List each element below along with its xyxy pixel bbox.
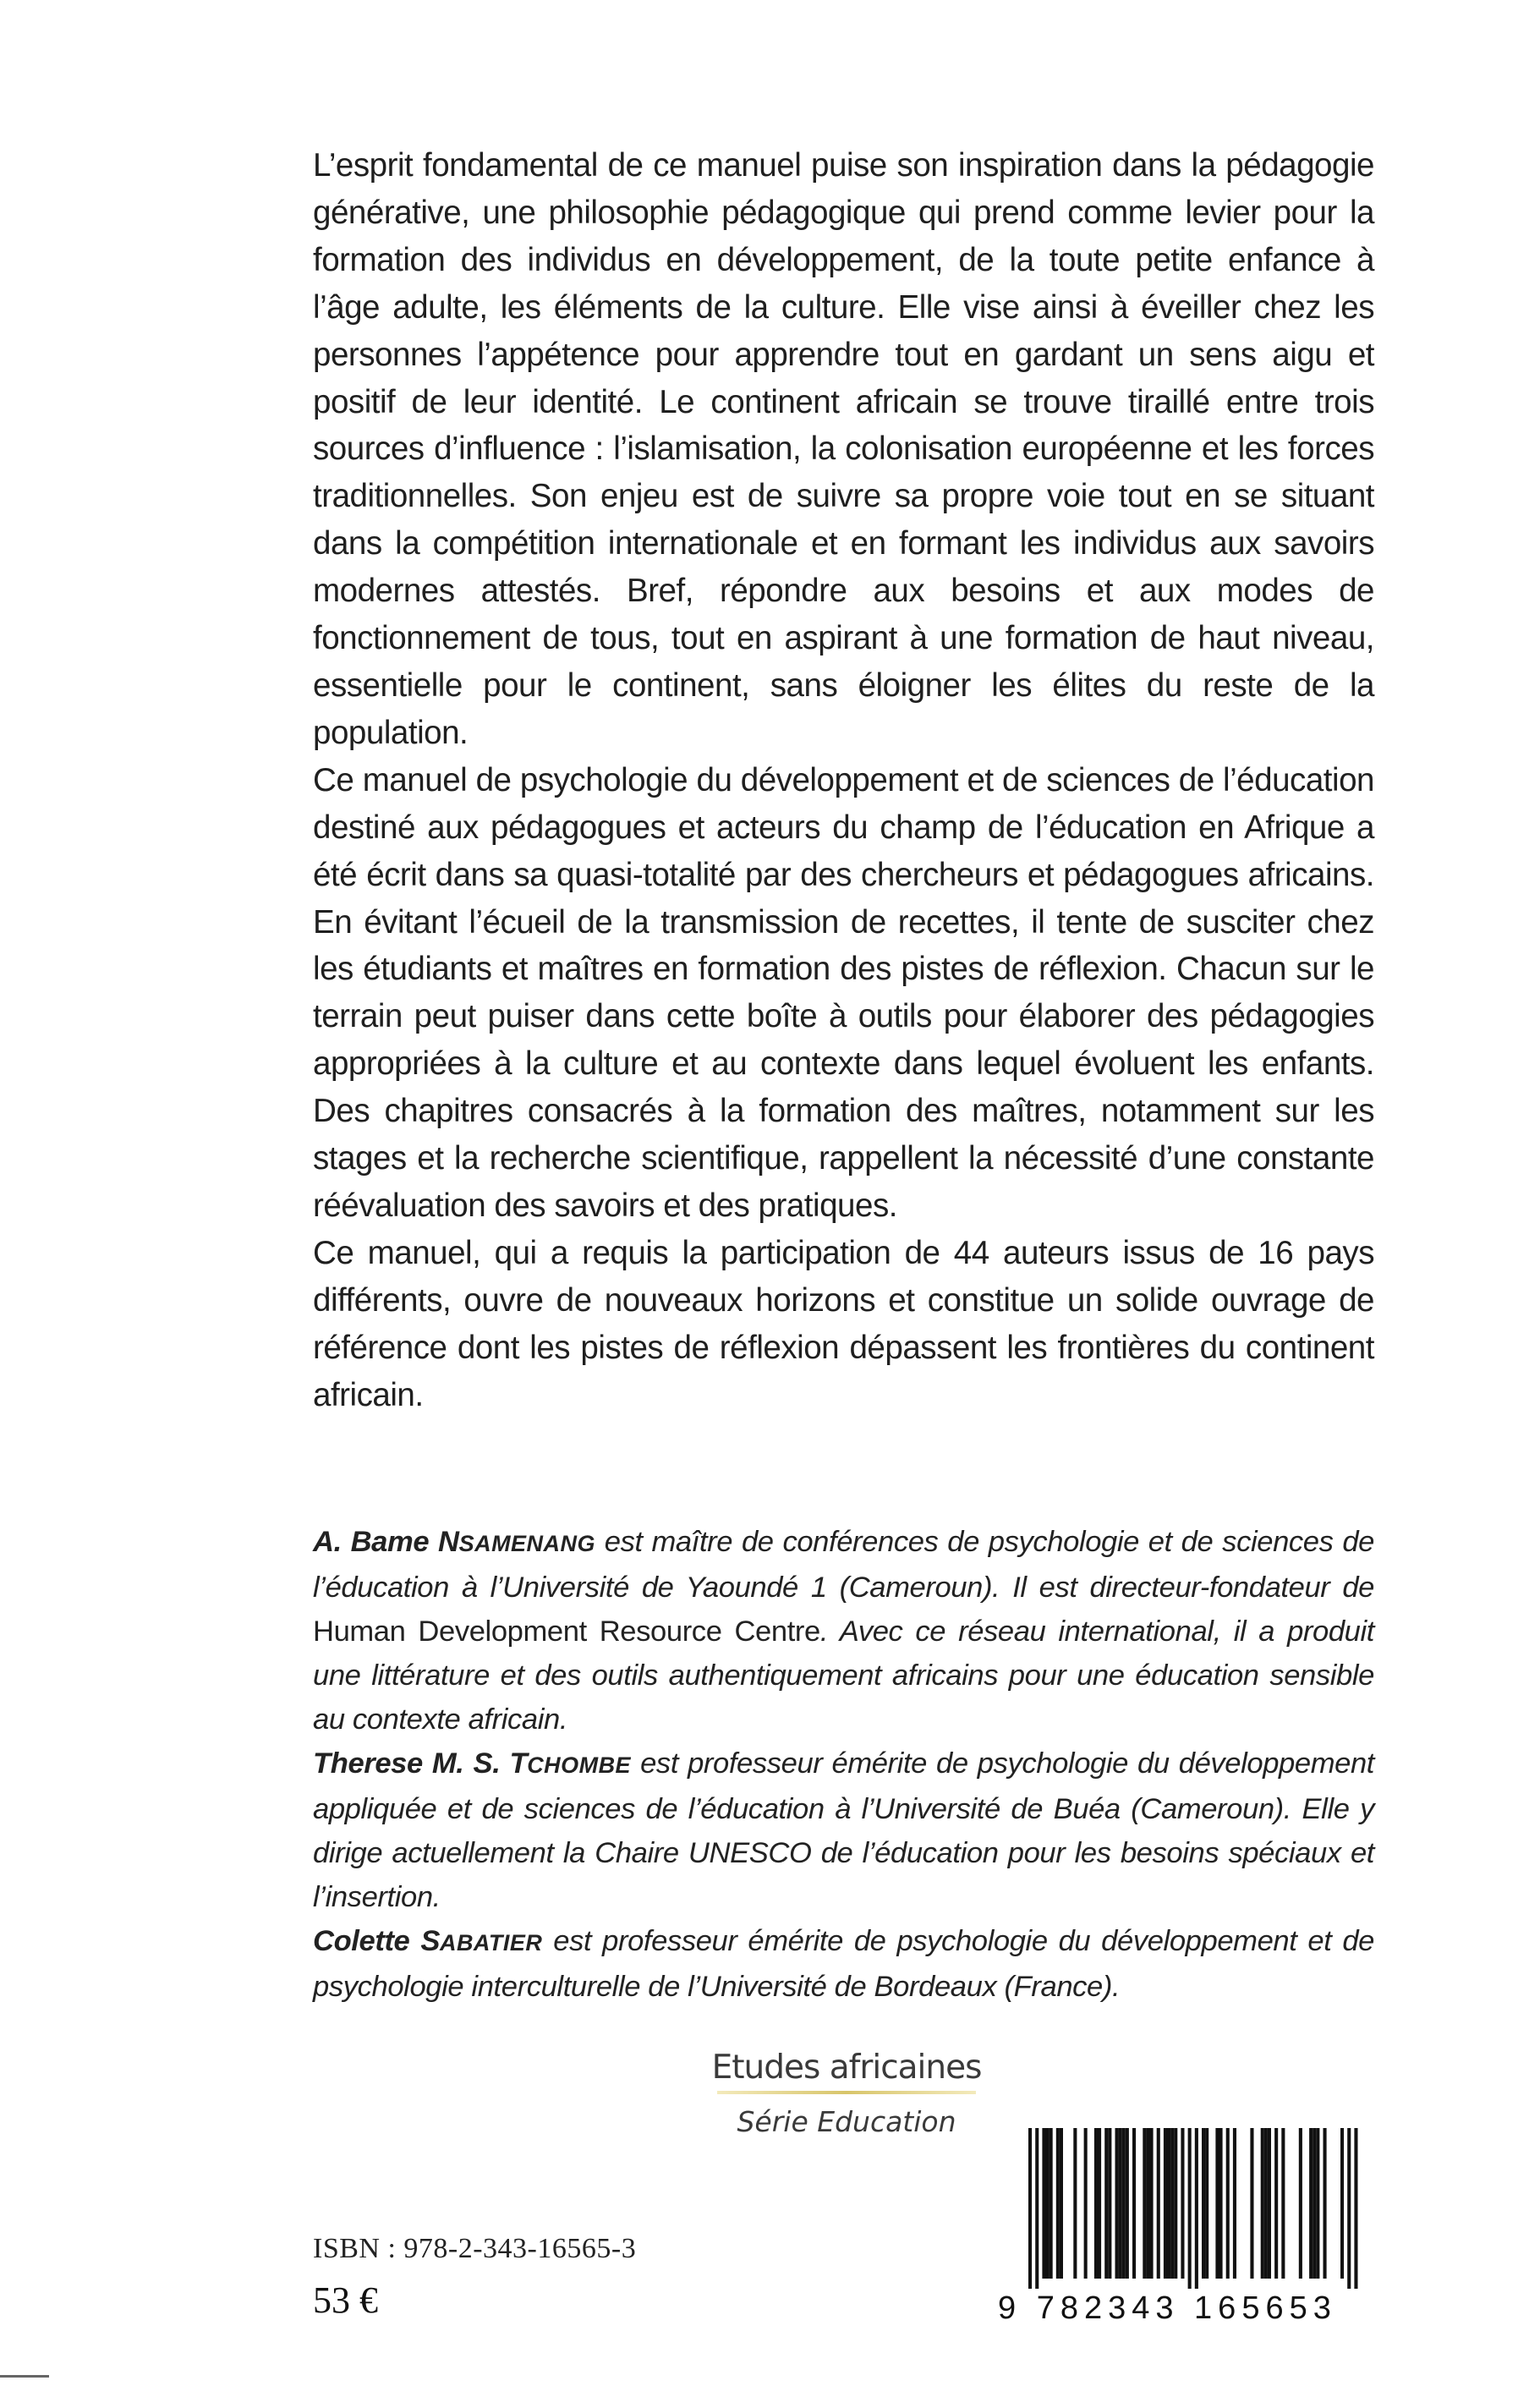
series-logo xyxy=(707,2045,986,2142)
blurb-paragraph-2: Ce manuel de psychologie du développement et de sciences de l’éducation destiné aux pédagogues et acteurs du champ de l’éducation en Afrique a été écrit dans sa quasi-totalité par des chercheurs et pédagogues africains. En évitant l’écueil de la transmission de recettes, il tente de susciter chez les étudiants et maîtres en formation des pistes de réflexion. Chacun sur le terrain peut puiser dans cette boîte à outils pour élaborer des pédagogies appropriées à la culture et au contexte dans lequel évoluent les enfants. Des chapitres consacrés à la formation des maîtres, notamment sur les stages et la recherche scientifique, rappellent la nécessité d’une constante réévaluation des savoirs et des pratiques. xyxy=(313,761,1374,1224)
barcode-bar xyxy=(1060,2128,1063,2279)
author-name: Colette SABATIER xyxy=(313,1925,543,1957)
crop-mark xyxy=(0,2375,49,2378)
series-rule xyxy=(717,2091,976,2094)
barcode-bar xyxy=(1281,2128,1285,2279)
barcode-bar xyxy=(1167,2128,1170,2279)
author-name: A. Bame NSAMENANG xyxy=(313,1526,595,1558)
barcode-bar xyxy=(1215,2128,1219,2279)
series-subtitle: Série Education xyxy=(737,2105,956,2138)
barcode-bar xyxy=(1084,2128,1088,2279)
barcode-bar xyxy=(1205,2128,1208,2279)
barcode-bar xyxy=(1115,2128,1119,2279)
barcode-bar xyxy=(1354,2128,1357,2289)
barcode-bar xyxy=(1188,2128,1192,2289)
barcode-bar xyxy=(1050,2128,1053,2279)
barcode-bar xyxy=(1250,2128,1253,2279)
barcode-bar xyxy=(1202,2128,1205,2279)
barcode-bar xyxy=(1181,2128,1184,2279)
barcode-bar xyxy=(1150,2128,1154,2279)
barcode-bar xyxy=(1122,2128,1126,2279)
barcode-bar xyxy=(1108,2128,1111,2279)
blurb-paragraph-3: Ce manuel, qui a requis la participation de 44 auteurs issus de 16 pays différents, ouvre de nouveaux horizons et constitue un solide ouvrage de référence dont les pistes de réflexion dépassent les frontières du continent africain. xyxy=(313,1234,1374,1413)
barcode-bar xyxy=(1035,2128,1039,2289)
barcode-bar xyxy=(1046,2128,1050,2279)
barcode-bars xyxy=(998,2128,1375,2289)
barcode-bar xyxy=(1219,2128,1223,2279)
barcode-bar xyxy=(1126,2128,1129,2279)
isbn: ISBN : 978-2-343-16565-3 xyxy=(313,2233,637,2264)
barcode-bar xyxy=(1170,2128,1174,2279)
author-bio: Colette SABATIER est professeur émérite de psychologie du développement et de psychologie interculturelle de l’Université de Bordeaux (France). xyxy=(313,1925,1374,2003)
blurb xyxy=(313,142,1374,1418)
barcode-bar xyxy=(1261,2128,1264,2279)
barcode-bar xyxy=(1313,2128,1316,2279)
barcode-bar xyxy=(1316,2128,1319,2279)
barcode-bar xyxy=(1268,2128,1271,2279)
barcode-bar xyxy=(1274,2128,1278,2279)
author-bio: Therese M. S. TCHOMBE est professeur émérite de psychologie du développement appliquée et de sciences de l’éducation à l’Université de Buéa (Cameroun). Elle y dirige actuellement la Chaire UNESCO de l’éducation pour les besoins spéciaux et l’insertion. xyxy=(313,1747,1374,1913)
barcode-bar xyxy=(1233,2128,1236,2279)
barcode-bar xyxy=(1164,2128,1167,2279)
series-title: Etudes africaines xyxy=(711,2049,982,2087)
barcode-bar xyxy=(1132,2128,1136,2279)
barcode-bar xyxy=(1119,2128,1122,2279)
barcode-bar xyxy=(1098,2128,1101,2279)
barcode-bar xyxy=(1174,2128,1177,2279)
barcode-bar xyxy=(1073,2128,1077,2279)
barcode-bar xyxy=(1056,2128,1060,2279)
barcode-bar xyxy=(1028,2128,1032,2289)
author-bio: A. Bame NSAMENANG est maître de conférences de psychologie et de sciences de l’éducation à l’Université de Yaoundé 1 (Cameroun). Il est directeur-fondateur de Human Development Resource Centre. Avec ce réseau international, il a produit une littérature et des outils authentiquement africains pour une éducation sensible au contexte africain. xyxy=(313,1526,1375,1736)
barcode-bar xyxy=(1264,2128,1268,2279)
price: 53 € xyxy=(313,2279,378,2321)
barcode-bar xyxy=(1195,2128,1198,2289)
barcode-bar xyxy=(1146,2128,1149,2279)
barcode-bar xyxy=(1042,2128,1045,2279)
barcode-bar xyxy=(1347,2128,1351,2289)
barcode-bar xyxy=(1299,2128,1302,2279)
blurb-paragraph-1: L’esprit fondamental de ce manuel puise son inspiration dans la pédagogie générative, une philosophie pédagogique qui prend comme levier pour la formation des individus en développement, de la toute petite enfance à l’âge adulte, les éléments de la culture. Elle vise ainsi à éveiller chez les personnes l’appétence pour apprendre tout en gardant un sens aigu et positif de leur identité. Le continent africain se trouve tiraillé entre trois sources d’influence : l’islamisation, la colonisation européenne et les forces traditionnelles. Son enjeu est de suivre sa propre voie tout en se situant dans la compétition internationale et en formant les individus aux savoirs modernes attestés. Bref, répondre aux besoins et aux modes de fonctionnement de tous, tout en aspirant à une formation de haut niveau, essentielle pour le continent, sans éloigner les élites du reste de la population. xyxy=(313,147,1374,751)
barcode-bar xyxy=(1309,2128,1313,2279)
barcode-bar xyxy=(1340,2128,1344,2279)
author-name: Therese M. S. TCHOMBE xyxy=(313,1747,632,1780)
barcode-bar xyxy=(1157,2128,1160,2279)
author-bios xyxy=(313,1520,1374,2009)
barcode-bar xyxy=(1094,2128,1098,2279)
barcode-bar xyxy=(1324,2128,1327,2279)
barcode-digits: 9 782343 165653 xyxy=(998,2290,1337,2326)
barcode-bar xyxy=(1226,2128,1230,2279)
barcode-bar xyxy=(1104,2128,1108,2279)
barcode-bar xyxy=(1143,2128,1146,2279)
